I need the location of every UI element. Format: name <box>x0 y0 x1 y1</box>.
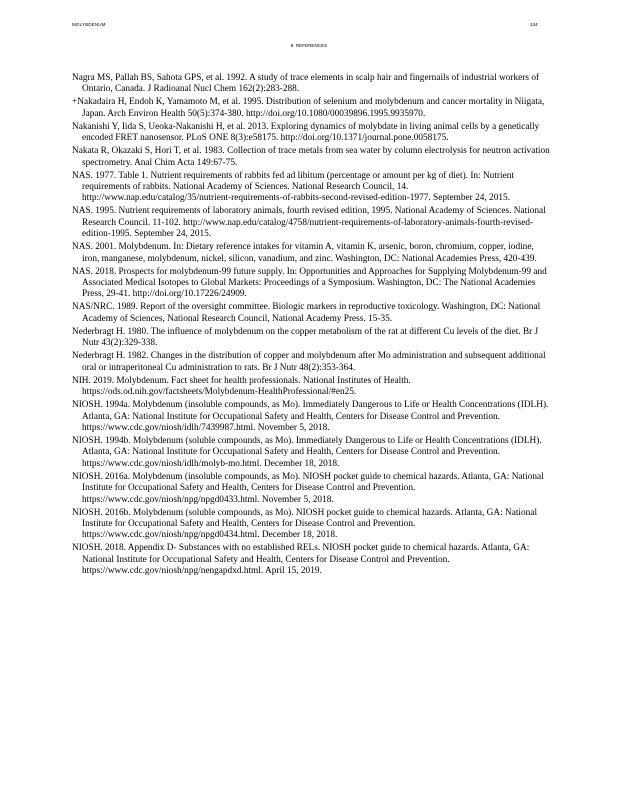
reference-entry: NIOSH. 2016b. Molybdenum (soluble compounds, as Mo). NIOSH pocket guide to chemical hazards. Atlanta, GA: National Institute for Occupational Safety and Health, Centers for Disease Control and Prevention. https://www.cdc.gov/niosh/npg/npgd0434.html. December 18, 2018. <box>72 507 538 541</box>
reference-entry: Nakata R, Okazaki S, Hori T, et al. 1983. Collection of trace metals from sea water by column electrolysis for neutron activation spectrometry. Anal Chim Acta 149:67-75. <box>72 146 550 168</box>
reference-entry: Nederbragt H. 1982. Changes in the distribution of copper and molybdenum after Mo administration and subsequent additional oral or intraperitoneal Cu administration to rats. Br J Nutr 48(2):353-364. <box>72 351 546 373</box>
reference-entry: NAS. 2001. Molybdenum. In: Dietary reference intakes for vitamin A, vitamin K, arsenic, boron, chromium, copper, iodine, iron, manganese, molybdenum, nickel, silicon, vanadium, and zinc. Washington, DC: National Academies Press, 420-439. <box>72 242 537 264</box>
reference-entry: NAS. 2018. Prospects for molybdenum-99 future supply. In: Opportunities and Approaches for Supplying Molybdenum-99 and Associated Medical Isotopes to Global Markets: Proceedings of a Symposium. Washington, DC: The National Academies Press, 29-41. http://doi.org/10.17226/24909. <box>72 266 547 300</box>
reference-entry: Nagra MS, Pallah BS, Sahota GPS, et al. 1992. A study of trace elements in scalp hair and fingernails of industrial workers of Ontario, Canada. J Radioanal Nucl Chem 162(2):283-288. <box>72 73 540 95</box>
reference-entry: NAS/NRC. 1989. Report of the oversight committee. Biologic markers in reproductive toxicology. Washington, DC: National Academy of Sciences, National Research Council, National Academy Press. 15-35. <box>72 302 541 324</box>
reference-entry: NIH. 2019. Molybdenum. Fact sheet for health professionals. National Institutes of Health. https://ods.od.nih.gov/factsheets/Molybdenum-HealthProfessional/#en25. <box>72 375 411 398</box>
running-header-title: MOLYBDENUM <box>72 22 106 27</box>
reference-entry: NIOSH. 1994b. Molybdenum (soluble compounds, as Mo). Immediately Dangerous to Life or Health Concentrations (IDLH). Atlanta, GA: National Institute for Occupational Safety and Health, Centers for Disease Control and Prevention. https://www.cdc.gov/niosh/idlh/molyb-mo.html. December 18, 2018. <box>72 435 542 469</box>
reference-entry: NIOSH. 2016a. Molybdenum (insoluble compounds, as Mo). NIOSH pocket guide to chemical hazards. Atlanta, GA: National Institute for Occupational Safety and Health, Centers for Disease Control and Prevention. https://www.cdc.gov/niosh/npg/npgd0433.html. November 5, 2018. <box>72 471 544 505</box>
reference-entry: NAS. 1995. Nutrient requirements of laboratory animals, fourth revised edition, 1995. National Academy of Sciences. National Research Council. 11-102. http://www.nap.edu/catalog/4758/nutrient-requirements-of-laboratory-animals-fourth-revised-edition-1995. September 24, 2015. <box>72 206 546 240</box>
reference-entry: NIOSH. 1994a. Molybdenum (insoluble compounds, as Mo). Immediately Dangerous to Life or Health Concentrations (IDLH). Atlanta, GA: National Institute for Occupational Safety and Health, Centers for Disease Control and Prevention. https://www.cdc.gov/niosh/idlh/7439987.html. November 5, 2018. <box>72 400 549 433</box>
reference-entry: Nederbragt H. 1980. The influence of molybdenum on the copper metabolism of the rat at different Cu levels of the diet. Br J Nutr 43(2):329-338. <box>72 326 539 349</box>
reference-entry: NAS. 1977. Table 1. Nutrient requirements of rabbits fed ad libitum (percentage or amount per kg of diet). In: Nutrient requirements of rabbits. National Academy of Sciences. National Research Council, 14. http://www.nap.edu/catalog/35/nutrient-requirements-of-rabbits-second-revised-edition-1977. September 24, 2015. <box>72 170 514 204</box>
page-number: 134 <box>530 22 538 27</box>
reference-list <box>72 73 550 579</box>
reference-entry: +Nakadaira H, Endoh K, Yamamoto M, et al. 1995. Distribution of selenium and molybdenum and cancer mortality in Niigata, Japan. Arch Environ Health 50(5):374-380. http://doi.org/10.1080/00039896.1995.9935970. <box>72 97 545 119</box>
section-heading: 8. REFERENCES <box>290 43 328 48</box>
reference-entry: NIOSH. 2018. Appendix D- Substances with no established RELs. NIOSH pocket guide to chemical hazards. Atlanta, GA: National Institute for Occupational Safety and Health, Centers for Disease Control and Prevention. https://www.cdc.gov/niosh/npg/nengapdxd.html. April 15, 2019. <box>72 543 530 577</box>
reference-entry: Nakanishi Y, Iida S, Ueoka-Nakanishi H, et al. 2013. Exploring dynamics of molybdate in living animal cells by a genetically encoded FRET nanosensor. PLoS ONE 8(3):e58175. http://doi.org/10.1371/journal.pone.0058175. <box>72 121 540 144</box>
